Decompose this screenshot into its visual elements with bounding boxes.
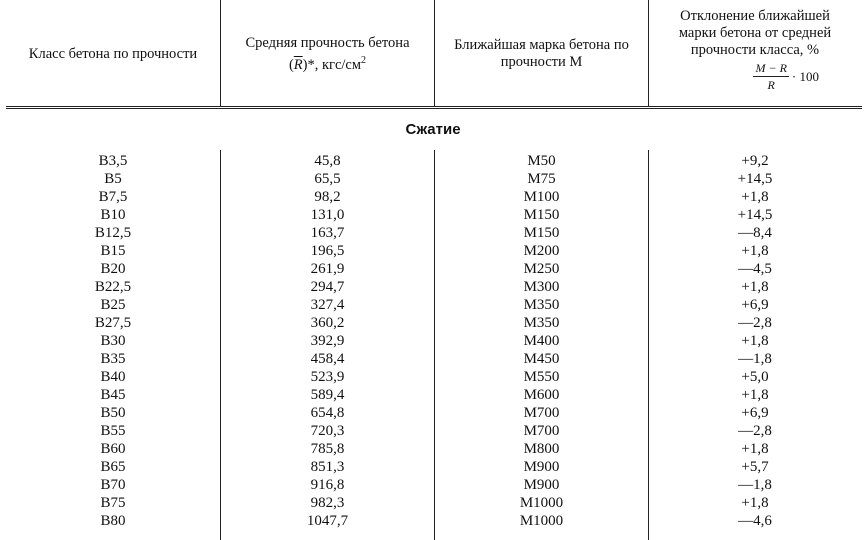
formula-numerator: M − R bbox=[755, 61, 787, 75]
cell-deviation: +1,8 bbox=[741, 441, 769, 457]
cell-deviation: +6,9 bbox=[741, 297, 769, 313]
cell-class: В5 bbox=[104, 171, 122, 187]
table-row bbox=[0, 332, 866, 350]
cell-deviation: +1,8 bbox=[741, 189, 769, 205]
cell-mark: М1000 bbox=[519, 495, 564, 511]
cell-mark: М900 bbox=[523, 477, 560, 493]
cell-class: В22,5 bbox=[94, 279, 132, 295]
cell-class: В60 bbox=[100, 441, 126, 457]
cell-average-strength: 45,8 bbox=[314, 153, 341, 169]
cell-class: В20 bbox=[100, 261, 126, 277]
cell-deviation: —1,8 bbox=[738, 477, 772, 493]
cell-deviation: +5,0 bbox=[741, 369, 769, 385]
cell-average-strength: 720,3 bbox=[310, 423, 345, 439]
cell-average-strength: 196,5 bbox=[310, 243, 345, 259]
cell-deviation: +9,2 bbox=[741, 153, 769, 169]
cell-deviation: +14,5 bbox=[737, 207, 773, 223]
cell-average-strength: 65,5 bbox=[314, 171, 341, 187]
cell-deviation: +1,8 bbox=[741, 387, 769, 403]
unit-exponent: 2 bbox=[361, 54, 367, 66]
cell-class: В30 bbox=[100, 333, 126, 349]
cell-deviation: +1,8 bbox=[741, 495, 769, 511]
cell-class: В10 bbox=[100, 207, 126, 223]
table-row bbox=[0, 260, 866, 278]
table-row bbox=[0, 278, 866, 296]
table-body bbox=[0, 152, 866, 530]
cell-deviation: +14,5 bbox=[737, 171, 773, 187]
cell-deviation: +1,8 bbox=[741, 333, 769, 349]
table-row bbox=[0, 206, 866, 224]
cell-average-strength: 982,3 bbox=[310, 495, 345, 511]
cell-class: В27,5 bbox=[94, 315, 132, 331]
cell-class: В65 bbox=[100, 459, 126, 475]
cell-mark: М350 bbox=[523, 297, 560, 313]
cell-deviation: +1,8 bbox=[741, 279, 769, 295]
cell-mark: М450 bbox=[523, 351, 560, 367]
cell-class: В75 bbox=[100, 495, 126, 511]
cell-deviation: +6,9 bbox=[741, 405, 769, 421]
header-average-strength-unit: )*, кгс/см bbox=[302, 56, 362, 73]
table-row bbox=[0, 242, 866, 260]
cell-average-strength: 163,7 bbox=[310, 225, 345, 241]
cell-average-strength: 523,9 bbox=[310, 369, 345, 385]
cell-mark: М150 bbox=[523, 225, 560, 241]
table-row bbox=[0, 170, 866, 188]
cell-mark: М700 bbox=[523, 405, 560, 421]
table-row bbox=[0, 386, 866, 404]
header-deviation bbox=[649, 0, 861, 108]
cell-average-strength: 360,2 bbox=[310, 315, 345, 331]
cell-average-strength: 392,9 bbox=[310, 333, 345, 349]
cell-deviation: —8,4 bbox=[738, 225, 772, 241]
cell-average-strength: 131,0 bbox=[310, 207, 345, 223]
table-row bbox=[0, 224, 866, 242]
r-bar-symbol: $\overline{R}$ bbox=[293, 56, 303, 73]
cell-mark: М600 bbox=[523, 387, 560, 403]
cell-class: В55 bbox=[100, 423, 126, 439]
cell-mark: М50 bbox=[527, 153, 556, 169]
cell-deviation: —4,6 bbox=[738, 513, 772, 529]
cell-class: В50 bbox=[100, 405, 126, 421]
table-row bbox=[0, 152, 866, 170]
cell-class: В3,5 bbox=[98, 153, 128, 169]
table-row bbox=[0, 188, 866, 206]
table-row bbox=[0, 494, 866, 512]
cell-mark: М350 bbox=[523, 315, 560, 331]
cell-class: В40 bbox=[100, 369, 126, 385]
cell-deviation: —2,8 bbox=[738, 315, 772, 331]
formula-multiplier: · 100 bbox=[791, 69, 819, 84]
header-class bbox=[6, 0, 220, 108]
cell-average-strength: 294,7 bbox=[310, 279, 345, 295]
cell-mark: М250 bbox=[523, 261, 560, 277]
deviation-formula bbox=[649, 61, 861, 92]
table-row bbox=[0, 296, 866, 314]
cell-average-strength: 261,9 bbox=[310, 261, 345, 277]
header-class-label: Класс бетона по прочности bbox=[28, 45, 198, 62]
cell-mark: М400 bbox=[523, 333, 560, 349]
header-double-rule bbox=[6, 106, 862, 109]
cell-class: В35 bbox=[100, 351, 126, 367]
cell-deviation: +5,7 bbox=[741, 459, 769, 475]
cell-class: В70 bbox=[100, 477, 126, 493]
cell-class: В15 bbox=[100, 243, 126, 259]
cell-deviation: —1,8 bbox=[738, 351, 772, 367]
cell-class: В25 bbox=[100, 297, 126, 313]
table-row bbox=[0, 440, 866, 458]
table-row bbox=[0, 368, 866, 386]
cell-mark: М800 bbox=[523, 441, 560, 457]
header-average-strength-label: Средняя прочность бетона bbox=[245, 34, 410, 51]
section-title: Сжатие bbox=[405, 121, 461, 138]
header-average-strength: Средняя прочность бетона $(\overline{R})*$, кгс/$см^2$ bbox=[245, 34, 410, 73]
table-row bbox=[0, 476, 866, 494]
cell-mark: М75 bbox=[527, 171, 556, 187]
header-nearest-mark-label: Ближайшая марка бетона по прочности М bbox=[454, 37, 629, 70]
cell-mark: М150 bbox=[523, 207, 560, 223]
table-row bbox=[0, 404, 866, 422]
cell-mark: М700 bbox=[523, 423, 560, 439]
cell-average-strength: 654,8 bbox=[310, 405, 345, 421]
cell-mark: М100 bbox=[523, 189, 560, 205]
cell-deviation: +1,8 bbox=[741, 243, 769, 259]
table-row bbox=[0, 314, 866, 332]
cell-average-strength: 327,4 bbox=[310, 297, 345, 313]
cell-mark: М550 bbox=[523, 369, 560, 385]
header-nearest-mark bbox=[435, 0, 648, 108]
cell-average-strength: 916,8 bbox=[310, 477, 345, 493]
cell-average-strength: 851,3 bbox=[310, 459, 345, 475]
cell-deviation: —2,8 bbox=[738, 423, 772, 439]
cell-mark: М200 bbox=[523, 243, 560, 259]
cell-average-strength: 98,2 bbox=[314, 189, 341, 205]
formula-denominator: R bbox=[767, 78, 775, 92]
cell-average-strength: 785,8 bbox=[310, 441, 345, 457]
cell-class: В80 bbox=[100, 513, 126, 529]
cell-deviation: —4,5 bbox=[738, 261, 772, 277]
header-deviation-label: Отклонение ближайшей марки бетона от средней прочности класса, % bbox=[678, 8, 832, 58]
cell-mark: М300 bbox=[523, 279, 560, 295]
table-row bbox=[0, 458, 866, 476]
cell-mark: М900 bbox=[523, 459, 560, 475]
table-row bbox=[0, 350, 866, 368]
cell-class: В7,5 bbox=[98, 189, 128, 205]
cell-class: В12,5 bbox=[94, 225, 132, 241]
table-row bbox=[0, 512, 866, 530]
cell-average-strength: 589,4 bbox=[310, 387, 345, 403]
cell-average-strength: 1047,7 bbox=[306, 513, 349, 529]
cell-average-strength: 458,4 bbox=[310, 351, 345, 367]
cell-class: В45 bbox=[100, 387, 126, 403]
cell-mark: М1000 bbox=[519, 513, 564, 529]
table-row bbox=[0, 422, 866, 440]
